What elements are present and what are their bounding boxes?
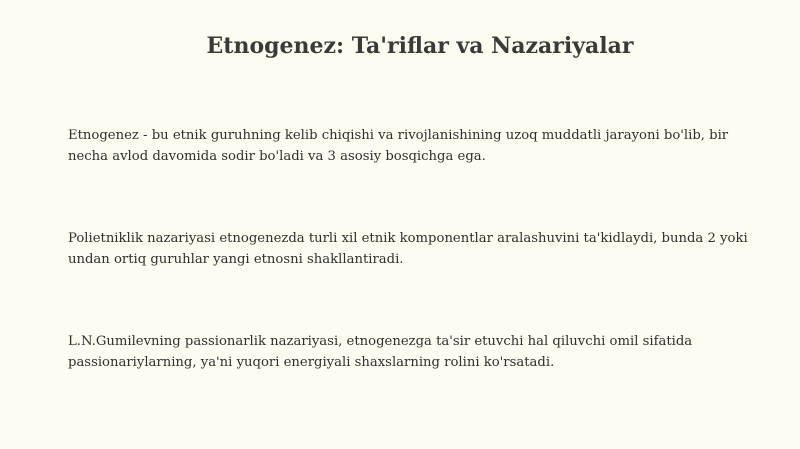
paragraph-passionarity-theory: L.N.Gumilevning passionarlik nazariyasi, etnogenezga ta'sir etuvchi hal qiluvchi omil sifatida passionariylarning, ya'ni yuqori energiyali shaxslarning rolini ko'rsatadi.	[68, 334, 693, 370]
paragraph-polyethnic-theory: Polietniklik nazariyasi etnogenezda turli xil etnik komponentlar aralashuvini ta'kidlaydi, bunda 2 yoki undan ortiq guruhlar yangi etnosni shakllantiradi.	[68, 231, 748, 267]
slide-title: Etnogenez: Ta'riflar va Nazariyalar	[206, 33, 634, 59]
paragraph-ethnogenesis-definition: Etnogenez - bu etnik guruhning kelib chiqishi va rivojlanishining uzoq muddatli jarayoni bo'lib, bir necha avlod davomida sodir bo'ladi va 3 asosiy bosqichga ega.	[68, 128, 729, 164]
